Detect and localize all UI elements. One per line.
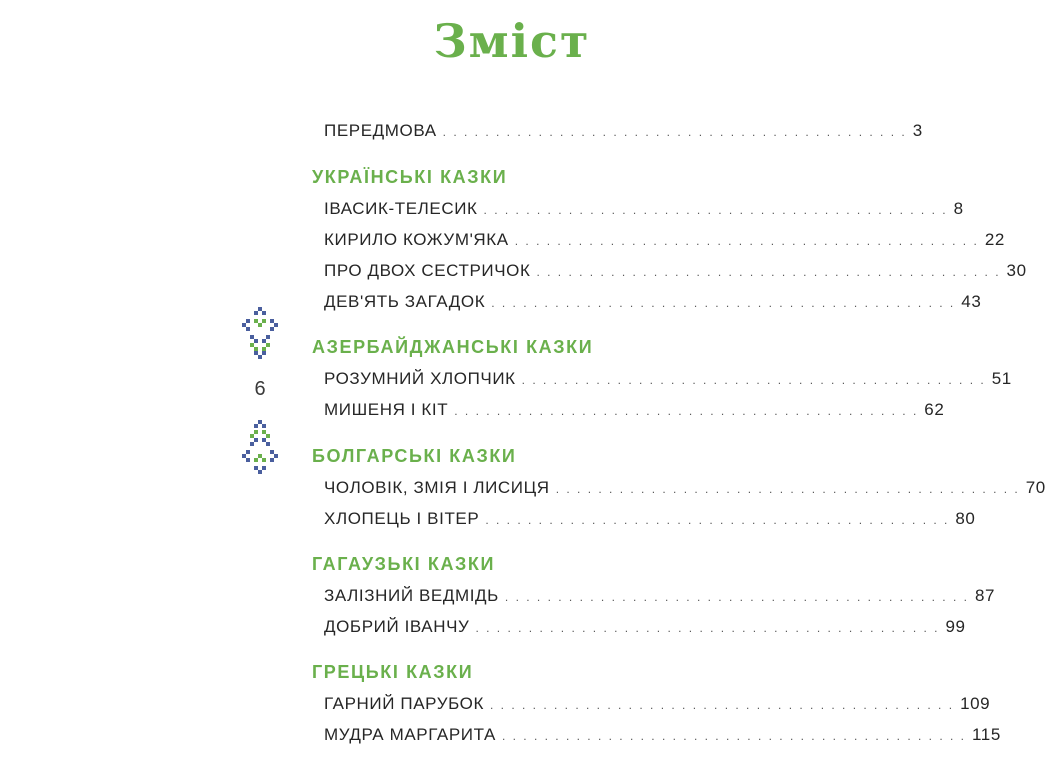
toc-entry-page: 30 <box>1006 261 1027 280</box>
toc-entry-label: МИШЕНЯ І КІТ <box>324 400 449 419</box>
toc-entry[interactable] <box>324 260 1027 283</box>
leader-dots: . . . . . . . . . . . . . . . . . . . . . . . . . . . . . . . . . . . . . . . . . . . . <box>483 203 948 217</box>
toc-entry-page: 80 <box>955 509 976 528</box>
toc-entry[interactable] <box>324 399 945 422</box>
toc-entry[interactable] <box>324 291 982 314</box>
toc-entry-label: ПЕРЕДМОВА <box>324 121 437 140</box>
toc-entry-page: 51 <box>991 369 1012 388</box>
toc-entry-page: 70 <box>1025 478 1046 497</box>
toc-entry[interactable] <box>324 198 964 221</box>
leader-dots: . . . . . . . . . . . . . . . . . . . . . . . . . . . . . . . . . . . . . . . . . . . . <box>555 482 1020 496</box>
leader-dots: . . . . . . . . . . . . . . . . . . . . . . . . . . . . . . . . . . . . . . . . . . . . <box>442 125 907 139</box>
toc-entry-label: ГАРНИЙ ПАРУБОК <box>324 694 484 713</box>
section-title: УКРАЇНСЬКІ КАЗКИ <box>312 167 508 187</box>
toc-entry-label: ПРО ДВОХ СЕСТРИЧОК <box>324 261 531 280</box>
toc-entry[interactable] <box>324 508 976 531</box>
toc-entry-label: ІВАСИК-ТЕЛЕСИК <box>324 199 478 218</box>
toc-entry-preface[interactable] <box>324 120 923 143</box>
toc-entry[interactable] <box>324 693 991 716</box>
section-title: БОЛГАРСЬКІ КАЗКИ <box>312 446 517 466</box>
toc-entry[interactable] <box>324 585 996 608</box>
toc-entry-label: КИРИЛО КОЖУМ'ЯКА <box>324 230 509 249</box>
toc-entry[interactable] <box>324 229 1005 252</box>
toc-entry-page: 109 <box>960 694 991 713</box>
toc-entry-page: 99 <box>945 617 966 636</box>
leader-dots: . . . . . . . . . . . . . . . . . . . . . . . . . . . . . . . . . . . . . . . . . . . . <box>521 373 986 387</box>
leader-dots: . . . . . . . . . . . . . . . . . . . . . . . . . . . . . . . . . . . . . . . . . . . . <box>514 234 979 248</box>
leader-dots: . . . . . . . . . . . . . . . . . . . . . . . . . . . . . . . . . . . . . . . . . . . . <box>501 729 966 743</box>
leader-dots: . . . . . . . . . . . . . . . . . . . . . . . . . . . . . . . . . . . . . . . . . . . . <box>485 513 950 527</box>
toc-entry-page: 3 <box>912 121 923 140</box>
toc-entry[interactable] <box>324 368 1012 391</box>
leader-dots: . . . . . . . . . . . . . . . . . . . . . . . . . . . . . . . . . . . . . . . . . . . . <box>491 296 956 310</box>
toc-entry-label: ЗАЛІЗНИЙ ВЕДМІДЬ <box>324 586 499 605</box>
page-number: 6 <box>254 378 266 400</box>
leader-dots: . . . . . . . . . . . . . . . . . . . . . . . . . . . . . . . . . . . . . . . . . . . . <box>475 621 940 635</box>
toc-entry-page: 87 <box>974 586 996 605</box>
embroidery-ornament-icon <box>240 416 280 476</box>
section-title: АЗЕРБАЙДЖАНСЬКІ КАЗКИ <box>312 337 594 357</box>
leader-dots: . . . . . . . . . . . . . . . . . . . . . . . . . . . . . . . . . . . . . . . . . . . . <box>504 590 969 604</box>
page-title: Зміст <box>433 14 591 68</box>
toc-entry-page: 115 <box>972 725 1001 744</box>
toc-entry[interactable] <box>324 477 1046 500</box>
toc-entry-page: 43 <box>961 292 982 311</box>
section-title: ГРЕЦЬКІ КАЗКИ <box>312 662 474 682</box>
toc-entry-page: 8 <box>953 199 964 218</box>
toc-entry-page: 22 <box>984 230 1005 249</box>
toc-entry[interactable] <box>324 724 1001 747</box>
toc-entry-label: РОЗУМНИЙ ХЛОПЧИК <box>324 369 516 388</box>
toc-entry-label: ХЛОПЕЦЬ І ВІТЕР <box>324 509 480 528</box>
toc-entry-label: ДОБРИЙ ІВАНЧУ <box>324 617 470 636</box>
toc-entry-page: 62 <box>924 400 945 419</box>
toc-entry-label: ДЕВ'ЯТЬ ЗАГАДОК <box>324 292 486 311</box>
leader-dots: . . . . . . . . . . . . . . . . . . . . . . . . . . . . . . . . . . . . . . . . . . . . <box>454 404 919 418</box>
toc-entry-label: ЧОЛОВІК, ЗМІЯ І ЛИСИЦЯ <box>324 478 550 497</box>
leader-dots: . . . . . . . . . . . . . . . . . . . . . . . . . . . . . . . . . . . . . . . . . . . . <box>490 698 955 712</box>
leader-dots: . . . . . . . . . . . . . . . . . . . . . . . . . . . . . . . . . . . . . . . . . . . . <box>536 265 1001 279</box>
section-title: ГАГАУЗЬКІ КАЗКИ <box>312 554 496 574</box>
embroidery-ornament-icon <box>240 305 280 365</box>
toc-entry-label: МУДРА МАРГАРИТА <box>324 725 496 744</box>
toc-entry[interactable] <box>324 616 966 639</box>
